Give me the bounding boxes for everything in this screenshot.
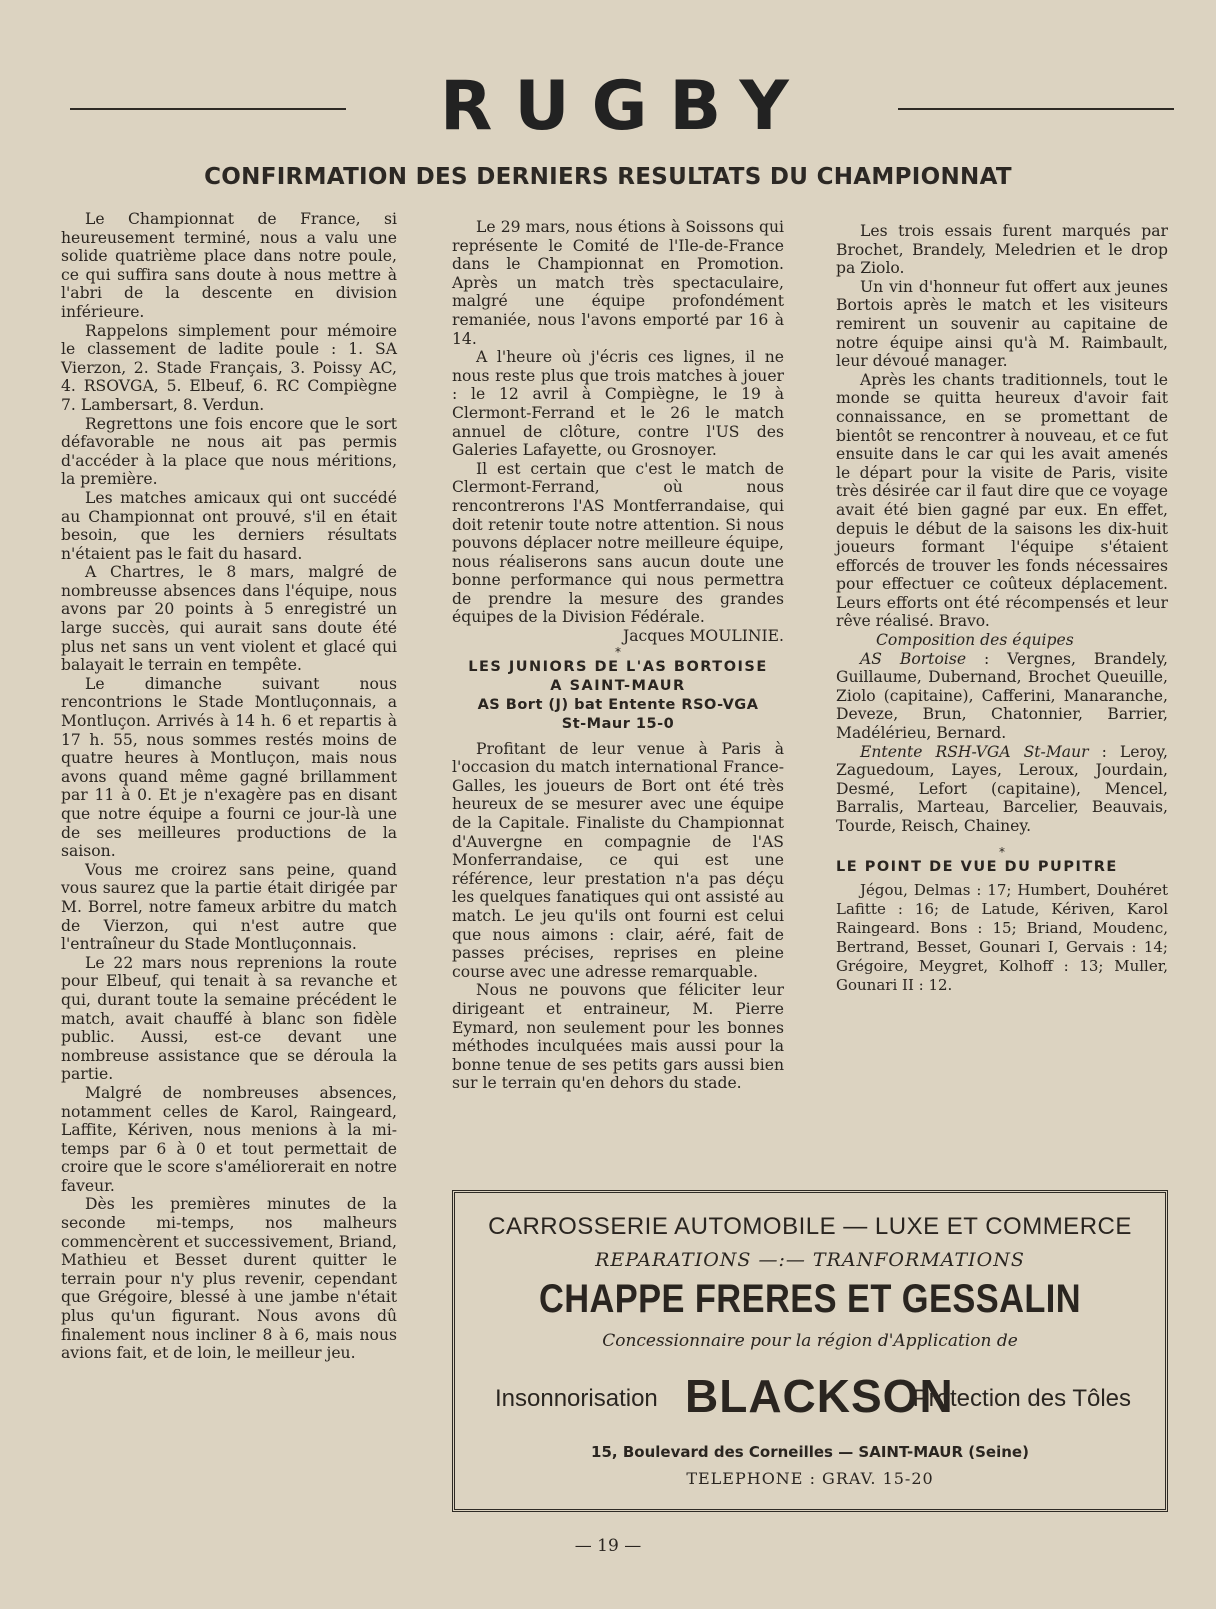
title-rule-left [70,108,346,110]
separator-star-2: * [999,844,1005,859]
juniors-heading: LES JUNIORS DE L'AS BORTOISE [468,658,768,675]
article-paragraph: A Chartres, le 8 mars, malgré de nombreusse absences dans l'équipe, nous avons par 20 points à 5 enregistré un large succès, qui aurait sans doute été plus net sans un vent violent et glacé qui balayait le terrain en tempête. [61,563,397,675]
article-paragraph: Le 22 mars nous reprenions la route pour Elbeuf, qui tenait à sa revanche et qui, durant toute la semaine précédent le match, avait chauffé à blanc son fidèle public. Aussi, est-ce devant une nombreuse assistance que se déroula la partie. [61,953,397,1084]
article-paragraph: Le Championnat de France, si heureusement terminé, nous a valu une solide quatrième place dans notre poule, ce qui suffira sans doute à nous mettre à l'abri de la descente en division inférieure. [61,210,397,321]
ad-line-reparations: REPARATIONS —:— TRANFORMATIONS [595,1249,1025,1271]
ad-phone: TELEPHONE : GRAV. 15-20 [686,1469,934,1488]
juniors-paragraph: Nous ne pouvons que féliciter leur dirigeant et entraineur, M. Pierre Eymard, non seulement pour les bonnes méthodes inculquées mais aussi pour la bonne tenue de ses petits gars aussi bien sur le terrain qu'en dehors du stade. [452,981,784,1093]
page-number: — 19 — [574,1536,642,1556]
juniors-score: St-Maur 15-0 [561,715,675,732]
team-2-line [836,743,1168,836]
article-paragraph: Vous me croirez sans peine, quand vous saurez que la partie était dirigée par M. Borrel, notre fameux arbitre du match de Vierzon, qui n'est autre que l'entraîneur du Stade Montluçonnais. [61,860,397,954]
team-1-name: AS Bortoise [860,649,967,668]
team-1-players: : Vergnes, Brandely, Guillaume, Dubernand, Brochet Queuille, Ziolo (capitaine), Cafferini, Manaranche, Deveze, Brun, Chatonnier, Barrier, Madélérieu, Bernard. [836,649,1168,743]
article-paragraph: A l'heure où j'écris ces lignes, il ne nous reste plus que trois matches à jouer : le 12 avril à Compiègne, le 19 à Clermont-Ferrand et le 26 le match annuel de clôture, contre l'US des Galeries Lafayette, ou Grosnoyer. [452,348,784,460]
page-title: RUGBY [440,67,811,146]
pupitre-heading: LE POINT DE VUE DU PUPITRE [836,858,1118,875]
juniors-paragraph: Un vin d'honneur fut offert aux jeunes Bortois après le match et les visiteurs remirent un souvenir au capitaine de notre équipe ainsi qu'à M. Raimbault, leur dévoué manager. [836,277,1168,371]
ad-protection: Protection des Tôles [912,1385,1131,1412]
article-paragraph: Malgré de nombreuses absences, notamment celles de Karol, Raingeard, Laffite, Kériven, nous menions à la mi-temps par 6 à 0 et tout permettait de croire que le score s'améliorerait en notre faveur. [61,1083,397,1195]
ad-line-carrosserie: CARROSSERIE AUTOMOBILE — LUXE ET COMMERCE [488,1213,1132,1240]
article-signature: Jacques MOULINIE. [622,627,784,646]
article-paragraph: Dès les premières minutes de la seconde mi-temps, nos malheurs commencèrent et successivement, Briand, Mathieu et Besset durent quitter le terrain pour n'y plus revenir, cependant que Grégoire, blessé à une jambe n'était plus qu'un figurant. Nous avons dû finalement nous incliner 8 à 6, mais nous avions fait, et de loin, le meilleur jeu. [61,1195,397,1363]
article-paragraph: Le dimanche suivant nous rencontrions le Stade Montluçonnais, a Montluçon. Arrivés à 14 h. 6 et repartis à 17 h. 55, nous sommes restés moins de quatre heures à Montluçon, mais nous avons quand même gagné brillamment par 11 à 0. Et je n'exagère pas en disant que notre équipe a fourni ce jour-là une de ses meilleures productions de la saison. [61,674,397,861]
title-rule-right [898,108,1174,110]
article-column-1 [61,210,397,1510]
article-paragraph: Regrettons une fois encore que le sort défavorable ne nous ait pas permis d'accéder à la place que nous méritions, la première. [61,414,397,489]
juniors-paragraph: Après les chants traditionnels, tout le monde se quitta heureux d'avoir fait connaissance, en se promettant de bientôt se rencontrer à nouveau, et ce fut ensuite dans le car qui les avait amenés le départ pour la visite de Paris, visite très désirée car il faut dire que ce voyage avait été bien gagné par eux. En effet, depuis le début de la saisons les dix-huit joueurs formant l'équipe s'étaient efforcés de trouver les fonds nécessaires pour effectuer ce coûteux déplacement. Leurs efforts ont été récompensés et leur rêve réalisé. Bravo. [836,370,1168,631]
juniors-paragraph: Profitant de leur venue à Paris à l'occasion du match international France-Galles, les joueurs de Bort ont été très heureux de se mesurer avec une équipe de la Capitale. Finaliste du Championnat d'Auvergne en compagnie de l'AS Monferrandaise, ce qui est une référence, leur prestation n'a pas déçu les quelques fanatiques qui ont assisté au match. Le jeu qu'ils ont fourni est celui que nous aimons : clair, aéré, fait de passes précises, reprises en pleine course avec une adresse remarquable. [452,739,784,981]
juniors-paragraph: Les trois essais furent marqués par Brochet, Brandely, Meledrien et le drop pa Ziolo. [836,222,1168,278]
page-subtitle: CONFIRMATION DES DERNIERS RESULTATS DU CHAMPIONNAT [204,164,1012,190]
ad-brand-row [495,1369,1131,1425]
ad-brand: BLACKSON [685,1370,954,1422]
team-1-line [836,650,1168,743]
article-column-3 [836,222,1168,1182]
article-paragraph: Le 29 mars, nous étions à Soissons qui représente le Comité de l'Ile-de-France dans le Championnat en Promotion. Après un match très spectaculaire, malgré une équipe profondément remaniée, nous l'avons emporté par 16 à 14. [452,218,784,348]
ad-company-name: CHAPPE FRERES ET GESSALIN [538,1277,1082,1321]
article-paragraph: Il est certain que c'est le match de Clermont-Ferrand, où nous rencontrerons l'AS Montferrandaise, qui doit retenir toute notre attention. Si nous pouvons déplacer notre meilleure équipe, nous réaliserons sans aucun doute une bonne performance qui nous permettra de prendre la mesure des grandes équipes de la Division Fédérale. [452,459,784,627]
article-paragraph: Les matches amicaux qui ont succédé au Championnat ont prouvé, s'il en était besoin, que les derniers résultats n'étaient pas le fait du hasard. [61,488,397,563]
ad-concessionnaire: Concessionnaire pour la région d'Application de [602,1331,1018,1351]
article-column-2 [452,218,784,1178]
separator-star: * [615,644,621,659]
ad-insonnorisation: Insonnorisation [495,1385,658,1412]
advertisement-box [452,1190,1168,1512]
juniors-result: AS Bort (J) bat Entente RSO-VGA [477,696,759,713]
team-2-name: Entente RSH-VGA St-Maur [860,742,1089,761]
team-2-players: : Leroy, Zaguedoum, Layes, Leroux, Jourdain, Desmé, Lefort (capitaine), Mencel, Barralis, Marteau, Barcelier, Beauvais, Tourde, Reisch, Chainey. [836,742,1168,835]
composition-title: Composition des équipes [876,631,1074,650]
article-paragraph: Rappelons simplement pour mémoire le classement de ladite poule : 1. SA Vierzon, 2. Stade Français, 3. Poissy AC, 4. RSOVGA, 5. Elbeuf, 6. RC Compiègne 7. Lambersart, 8. Verdun. [61,321,397,414]
ad-address: 15, Boulevard des Corneilles — SAINT-MAUR (Seine) [591,1443,1029,1461]
pupitre-text: Jégou, Delmas : 17; Humbert, Douhéret Lafitte : 16; de Latude, Kériven, Karol Raingeard. Bons : 15; Briand, Moudenc, Bertrand, Besset, Gounari I, Gervais : 14; Grégoire, Meygret, Kolhoff : 13; Muller, Gounari II : 12. [836,880,1168,994]
juniors-heading-2: A SAINT-MAUR [550,677,686,694]
